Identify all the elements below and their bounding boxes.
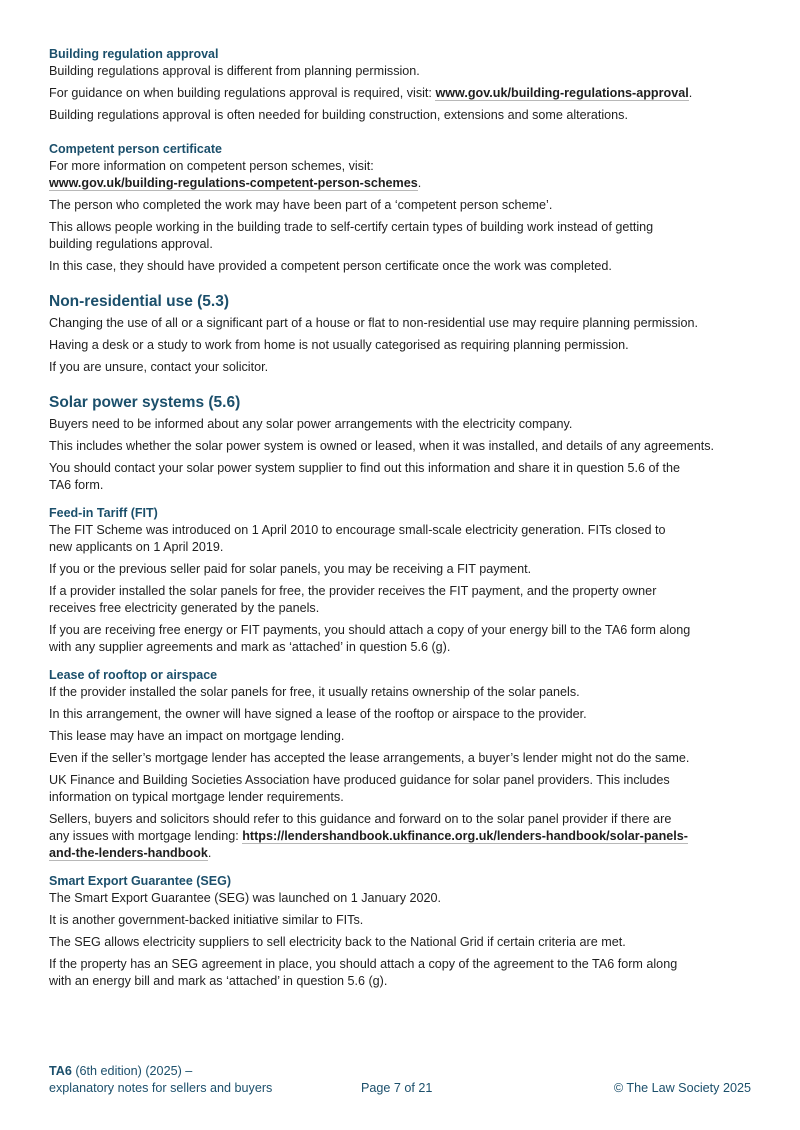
lease-p6: Sellers, buyers and solicitors should refer to this guidance and forward on to the solar panel provider if there are any issues with mortgage lending: https://lendershandbook.ukfinance.org.uk/lenders-handbook/solar-panels- and-the-lenders-handbook.: [49, 812, 688, 860]
competent-p4: In this case, they should have provided a competent person certificate once the work was completed.: [49, 259, 612, 273]
building-reg-link[interactable]: www.gov.uk/building-regulations-approval: [435, 86, 689, 100]
non-residential-p2: Having a desk or a study to work from home is not usually categorised as requiring planning permission.: [49, 338, 629, 352]
page-number: Page 7 of 21: [361, 1081, 433, 1095]
building-reg-p2: For guidance on when building regulations approval is required, visit: www.gov.uk/building-regulations-approval.: [49, 86, 693, 100]
footer-subtitle: explanatory notes for sellers and buyers: [49, 1081, 273, 1095]
competent-p3: This allows people working in the building trade to self-certify certain types of building work instead of getting building regulations approval.: [49, 220, 654, 251]
non-residential-heading: Non-residential use (5.3): [49, 293, 230, 310]
seg-p2: It is another government-backed initiative similar to FITs.: [49, 913, 364, 927]
building-reg-p3: Building regulations approval is often needed for building construction, extensions and some alterations.: [49, 108, 628, 122]
competent-heading: Competent person certificate: [49, 142, 222, 156]
lenders-handbook-link[interactable]: https://lendershandbook.ukfinance.org.uk/lenders-handbook/solar-panels- and-the-lenders-handbook: [49, 829, 688, 860]
solar-heading: Solar power systems (5.6): [49, 394, 241, 411]
lease-p2: In this arrangement, the owner will have signed a lease of the rooftop or airspace to the provider.: [49, 707, 587, 721]
footer-edition: (6th edition) (2025) –: [71, 1064, 193, 1078]
building-reg-p1: Building regulations approval is different from planning permission.: [49, 64, 420, 78]
document-body: [49, 46, 749, 990]
lease-p5: UK Finance and Building Societies Association have produced guidance for solar panel providers. This includes information on typical mortgage lender requirements.: [49, 773, 670, 804]
lease-p3: This lease may have an impact on mortgage lending.: [49, 729, 345, 743]
seg-p4: If the property has an SEG agreement in place, you should attach a copy of the agreement to the TA6 form along with an energy bill and mark as ‘attached’ in question 5.6 (g).: [49, 957, 678, 988]
lease-p4: Even if the seller’s mortgage lender has accepted the lease arrangements, a buyer’s lender might not do the same.: [49, 751, 690, 765]
building-reg-heading: Building regulation approval: [49, 47, 219, 61]
seg-heading: Smart Export Guarantee (SEG): [49, 874, 231, 888]
competent-p1: For more information on competent person schemes, visit: www.gov.uk/building-regulations-competent-person-schemes.: [49, 159, 422, 190]
fit-heading: Feed-in Tariff (FIT): [49, 506, 158, 520]
seg-p3: The SEG allows electricity suppliers to sell electricity back to the National Grid if certain criteria are met.: [49, 935, 626, 949]
non-residential-p1: Changing the use of all or a significant part of a house or flat to non-residential use may require planning permission.: [49, 316, 698, 330]
fit-p4: If you are receiving free energy or FIT payments, you should attach a copy of your energy bill to the TA6 form along with any supplier agreements and mark as ‘attached’ in question 5.6 (g).: [49, 623, 691, 654]
non-residential-p3: If you are unsure, contact your solicitor.: [49, 360, 269, 374]
fit-p1: The FIT Scheme was introduced on 1 April 2010 to encourage small-scale electricity generation. FITs closed to new applicants on 1 April 2019.: [49, 523, 666, 554]
seg-p1: The Smart Export Guarantee (SEG) was launched on 1 January 2020.: [49, 891, 442, 905]
fit-p2: If you or the previous seller paid for solar panels, you may be receiving a FIT payment.: [49, 562, 532, 576]
competent-link[interactable]: www.gov.uk/building-regulations-competent-person-schemes: [49, 176, 418, 190]
lease-p1: If the provider installed the solar panels for free, it usually retains ownership of the solar panels.: [49, 685, 580, 699]
solar-p1: Buyers need to be informed about any solar power arrangements with the electricity company.: [49, 417, 573, 431]
lease-heading: Lease of rooftop or airspace: [49, 668, 218, 682]
footer-doc-code: TA6: [49, 1064, 72, 1078]
copyright: © The Law Society 2025: [613, 1081, 751, 1095]
competent-p2: The person who completed the work may have been part of a ‘competent person scheme’.: [49, 198, 553, 212]
solar-p2: This includes whether the solar power system is owned or leased, when it was installed, and details of any agreements.: [49, 439, 715, 453]
solar-p3: You should contact your solar power system supplier to find out this information and share it in question 5.6 of the TA6 form.: [49, 461, 680, 492]
footer-doc-title: [49, 1063, 272, 1097]
fit-p3: If a provider installed the solar panels for free, the provider receives the FIT payment, and the property owner receives free electricity generated by the panels.: [49, 584, 657, 615]
